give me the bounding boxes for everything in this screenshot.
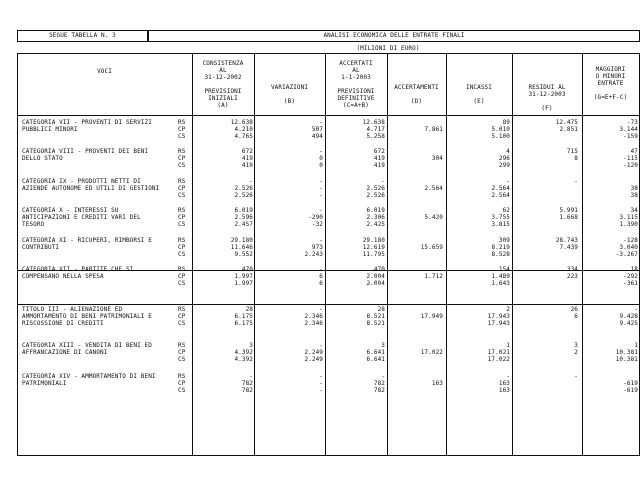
row-label: DELLO STATO — [22, 155, 63, 162]
cell-value: 8.521 — [366, 313, 385, 320]
row-code: CS — [178, 192, 186, 199]
cell-value: 1.489 — [491, 273, 510, 280]
cell-value: 163 — [498, 387, 510, 394]
cell-value: 7.861 — [424, 126, 443, 133]
cell-value: 296 — [498, 155, 510, 162]
cell-value: 5.010 — [491, 126, 510, 133]
cell-value: 6 — [574, 313, 578, 320]
header-line: AL — [352, 67, 360, 74]
cell-value: 11.646 — [230, 244, 253, 251]
cell-value: 715 — [566, 148, 578, 155]
unit-label: (MILIONI DI EURO) — [356, 45, 420, 52]
cell-value: 3.144 — [619, 126, 638, 133]
cell-value: -159 — [623, 133, 638, 140]
cell-value: 0 — [319, 155, 323, 162]
cell-value: 154 — [498, 266, 510, 273]
row-label: PUBBLICI MINORI — [22, 126, 78, 133]
cell-value: - — [319, 119, 323, 126]
cell-value: - — [319, 342, 323, 349]
cell-value: 8.219 — [491, 244, 510, 251]
cell-value: - — [319, 148, 323, 155]
cell-value: 334 — [566, 266, 578, 273]
cell-value: 1 — [506, 342, 510, 349]
header-line: ACCERTATI — [339, 60, 373, 67]
cell-value: 29.180 — [362, 237, 385, 244]
cell-value: 2.526 — [366, 192, 385, 199]
row-code: RS — [178, 237, 186, 244]
cell-value: 2.004 — [366, 273, 385, 280]
cell-value: - — [506, 178, 510, 185]
cell-value: 6.175 — [234, 313, 253, 320]
header-line — [512, 98, 582, 105]
cell-value: 1.997 — [234, 273, 253, 280]
cell-value: 299 — [498, 162, 510, 169]
cell-value: 6.641 — [366, 349, 385, 356]
cell-value: 4.392 — [234, 356, 253, 363]
cell-value: -128 — [623, 237, 638, 244]
row-code: RS — [178, 373, 186, 380]
cell-value: 470 — [373, 266, 385, 273]
cell-value: - — [319, 266, 323, 273]
cell-value: - — [574, 178, 578, 185]
cell-value: 5.258 — [366, 133, 385, 140]
cell-value: 419 — [241, 162, 253, 169]
header-line: RESIDUI AL — [528, 84, 566, 91]
cell-value: 163 — [431, 380, 443, 387]
cell-value: - — [319, 380, 323, 387]
cell-value: 9.428 — [619, 313, 638, 320]
cell-value: 17.021 — [487, 349, 510, 356]
cell-value: 2.526 — [366, 185, 385, 192]
header-line: AL — [219, 67, 227, 74]
cell-value: 4.765 — [234, 133, 253, 140]
cell-value: 8.528 — [491, 251, 510, 258]
cell-value: 782 — [373, 387, 385, 394]
cell-value: -32 — [311, 221, 323, 228]
cell-value: 2.526 — [234, 192, 253, 199]
cell-value: - — [319, 373, 323, 380]
table-bottom-rule — [17, 455, 640, 456]
cell-value: 1 — [634, 342, 638, 349]
cell-value: 1.390 — [619, 221, 638, 228]
cell-value: 3 — [381, 342, 385, 349]
cell-value: 2.526 — [234, 185, 253, 192]
row-label: CATEGORIA XIV - AMMORTAMENTO DI BENI — [22, 373, 156, 380]
cell-value: - — [319, 237, 323, 244]
cell-value: 3.040 — [619, 244, 638, 251]
cell-value: 38 — [630, 185, 638, 192]
report-title: ANALISI ECONOMICA DELLE ENTRATE FINALI — [323, 32, 465, 39]
header-line: 31-12-2002 — [204, 74, 242, 81]
cell-value: 494 — [311, 133, 323, 140]
table-top-rule — [17, 53, 640, 54]
row-code: RS — [178, 119, 186, 126]
cell-value: 5.100 — [491, 133, 510, 140]
row-code: CP — [178, 244, 186, 251]
row-label: COMPENSANO NELLA SPESA — [22, 273, 104, 280]
header-line: (G=E+F-C) — [593, 94, 628, 101]
header-line: (D) — [410, 98, 423, 105]
col-header-accertamenti — [387, 84, 446, 105]
cell-value: 2.346 — [304, 313, 323, 320]
row-code: CS — [178, 320, 186, 327]
row-label: TITOLO III - ALIENAZIONE ED — [22, 306, 123, 313]
cell-value: 672 — [241, 148, 253, 155]
cell-value: 28 — [245, 306, 253, 313]
cell-value: 1.997 — [234, 280, 253, 287]
row-code: RS — [178, 266, 186, 273]
header-line: (E) — [473, 98, 485, 105]
header-line: INIZIALI — [208, 95, 238, 102]
cell-value: 419 — [373, 162, 385, 169]
cell-value: 8.521 — [366, 320, 385, 327]
col-header-voci: VOCI — [97, 68, 112, 75]
cell-value: 34 — [630, 207, 638, 214]
cell-value: 4.392 — [234, 349, 253, 356]
row-code: CP — [178, 214, 186, 221]
row-code: RS — [178, 148, 186, 155]
cell-value: - — [319, 185, 323, 192]
cell-value: 672 — [373, 148, 385, 155]
header-line — [254, 91, 325, 98]
row-code: CP — [178, 126, 186, 133]
header-line: VARIAZIONI — [270, 84, 309, 91]
row-code: CS — [178, 251, 186, 258]
cell-value: 2.564 — [491, 185, 510, 192]
cell-value: - — [381, 178, 385, 185]
cell-value: 38 — [630, 192, 638, 199]
cell-value: - — [319, 207, 323, 214]
cell-value: 2.004 — [366, 280, 385, 287]
row-label: CONTRIBUTI — [22, 244, 60, 251]
cell-value: 12.638 — [362, 119, 385, 126]
cell-value: 4.210 — [234, 126, 253, 133]
cell-value: 2 — [574, 349, 578, 356]
cell-value: 6.175 — [234, 320, 253, 327]
cell-value: - — [319, 306, 323, 313]
cell-value: 223 — [566, 273, 578, 280]
row-code: CP — [178, 155, 186, 162]
row-code: CP — [178, 349, 186, 356]
cell-value: 2.249 — [304, 356, 323, 363]
col-rule — [387, 53, 388, 455]
cell-value: 3 — [574, 342, 578, 349]
cell-value: 6.641 — [366, 356, 385, 363]
cell-value: 8 — [574, 155, 578, 162]
segue-label: SEGUE TABELLA N. 3 — [49, 32, 116, 39]
cell-value: 26 — [570, 306, 578, 313]
cell-value: -73 — [626, 119, 638, 126]
cell-value: 15.659 — [420, 244, 443, 251]
row-code: CS — [178, 162, 186, 169]
cell-value: - — [634, 306, 638, 313]
section-divider-2 — [17, 304, 640, 305]
cell-value: 1.668 — [559, 214, 578, 221]
row-label: CATEGORIA X - INTERESSI SU — [22, 207, 119, 214]
row-code: RS — [178, 207, 186, 214]
cell-value: - — [574, 373, 578, 380]
cell-value: 2 — [506, 306, 510, 313]
cell-value: 5.420 — [424, 214, 443, 221]
cell-value: - — [319, 192, 323, 199]
cell-value: 3.755 — [491, 214, 510, 221]
header-line: ACCERTAMENTI — [394, 84, 439, 91]
header-line: (F) — [541, 105, 553, 112]
row-code: CP — [178, 313, 186, 320]
cell-value: 2.243 — [304, 251, 323, 258]
cell-value: 17.022 — [487, 356, 510, 363]
row-label: CATEGORIA XII - PARTITE CHE SI — [22, 266, 134, 273]
header-line — [446, 91, 512, 98]
row-code: CS — [178, 280, 186, 287]
cell-value: 2.564 — [424, 185, 443, 192]
cell-value: 973 — [311, 244, 323, 251]
col-header-accertati — [325, 60, 387, 109]
cell-value: 2.425 — [366, 221, 385, 228]
header-line — [192, 81, 254, 88]
cell-value: 782 — [373, 380, 385, 387]
row-code: RS — [178, 306, 186, 313]
cell-value: - — [506, 373, 510, 380]
cell-value: 3.115 — [619, 214, 638, 221]
cell-value: 6.019 — [234, 207, 253, 214]
col-header-residui — [512, 84, 582, 112]
header-line: MAGGIORI — [595, 66, 626, 73]
cell-value: - — [249, 373, 253, 380]
cell-value: 28 — [377, 306, 385, 313]
cell-value: 89 — [502, 119, 510, 126]
cell-value: 18 — [630, 266, 638, 273]
header-line: DEFINITIVE — [337, 95, 375, 102]
cell-value: -619 — [623, 387, 638, 394]
cell-value: -292 — [623, 273, 638, 280]
col-rule — [512, 53, 513, 455]
cell-value: 2.249 — [304, 349, 323, 356]
header-line: O MINORI — [595, 73, 626, 80]
row-label: CATEGORIA XI - RICUPERI, RIMBORSI E — [22, 237, 152, 244]
cell-value: 1.643 — [491, 280, 510, 287]
header-line — [387, 91, 446, 98]
row-label: CATEGORIA VIII - PROVENTI DEI BENI — [22, 148, 149, 155]
row-code: CP — [178, 185, 186, 192]
col-rule — [446, 53, 447, 455]
cell-value: -290 — [308, 214, 323, 221]
header-line: (A) — [217, 102, 229, 109]
row-code: CS — [178, 133, 186, 140]
cell-value: 47 — [630, 148, 638, 155]
header-line: (C=A+B) — [343, 102, 369, 109]
row-label: AZIENDE AUTONOME ED UTILI DI GESTIONI — [22, 185, 160, 192]
row-label: CATEGORIA VII - PROVENTI DI SERVIZI — [22, 119, 152, 126]
cell-value: - — [249, 178, 253, 185]
cell-value: -361 — [623, 280, 638, 287]
header-bottom-rule — [17, 115, 640, 116]
col-header-maggiori — [582, 66, 639, 101]
cell-value: 1.712 — [424, 273, 443, 280]
col-rule — [639, 53, 640, 455]
header-line: ENTRATE — [597, 80, 624, 87]
cell-value: 2.306 — [366, 214, 385, 221]
col-header-consistenza — [192, 60, 254, 109]
cell-value: 782 — [241, 380, 253, 387]
col-header-incassi — [446, 84, 512, 105]
cell-value: 2.851 — [559, 126, 578, 133]
cell-value: 6.019 — [366, 207, 385, 214]
row-code: RS — [178, 342, 186, 349]
cell-value: -115 — [623, 155, 638, 162]
row-code: CS — [178, 387, 186, 394]
header-line — [582, 87, 639, 94]
col-header-variazioni — [254, 84, 325, 105]
cell-value: 419 — [241, 155, 253, 162]
header-line: CONSISTENZA — [202, 60, 244, 67]
row-label: ANTICIPAZIONI E CREDITI VARI DEL — [22, 214, 141, 221]
row-code: CS — [178, 221, 186, 228]
col-rule — [254, 53, 255, 455]
cell-value: 2.457 — [234, 221, 253, 228]
cell-value: - — [381, 373, 385, 380]
cell-value: 29.180 — [230, 237, 253, 244]
row-label: CATEGORIA XIII - VENDITA DI BENI ED — [22, 342, 152, 349]
cell-value: 6 — [319, 273, 323, 280]
cell-value: 3 — [249, 342, 253, 349]
cell-value: 2.596 — [234, 214, 253, 221]
header-line: INCASSI — [466, 84, 492, 91]
row-code: RS — [178, 178, 186, 185]
cell-value: 7.439 — [559, 244, 578, 251]
cell-value: 304 — [431, 155, 443, 162]
header-line: PREVISIONI — [337, 88, 375, 95]
cell-value: 28.743 — [555, 237, 578, 244]
cell-value: 9.552 — [234, 251, 253, 258]
cell-value: 11.795 — [362, 251, 385, 258]
row-code: CS — [178, 356, 186, 363]
cell-value: 10.381 — [615, 349, 638, 356]
row-code: CP — [178, 380, 186, 387]
cell-value: 4.717 — [366, 126, 385, 133]
header-line: 31-12-2003 — [528, 91, 566, 98]
cell-value: 3.815 — [491, 221, 510, 228]
cell-value: 419 — [373, 155, 385, 162]
cell-value: 309 — [498, 237, 510, 244]
cell-value: 782 — [241, 387, 253, 394]
cell-value: 17.943 — [487, 313, 510, 320]
cell-value: 5.991 — [559, 207, 578, 214]
row-label: CATEGORIA IX - PRODOTTI NETTI DI — [22, 178, 141, 185]
cell-value: 0 — [319, 162, 323, 169]
header-line: (B) — [283, 98, 296, 105]
cell-value: 10.381 — [615, 356, 638, 363]
cell-value: -120 — [623, 162, 638, 169]
cell-value: 62 — [502, 207, 510, 214]
cell-value: - — [319, 178, 323, 185]
header-line: PREVISIONI — [204, 88, 242, 95]
cell-value: 12.475 — [555, 119, 578, 126]
cell-value: 17.943 — [487, 320, 510, 327]
cell-value: 507 — [311, 126, 323, 133]
row-label: AFFRANCAZIONE DI CANONI — [22, 349, 108, 356]
header-line — [325, 81, 387, 88]
row-code: CP — [178, 273, 186, 280]
cell-value: 2.346 — [304, 320, 323, 327]
row-label: AMMORTAMENTO DI BENI PATRIMONIALI E — [22, 313, 152, 320]
cell-value: 12.638 — [230, 119, 253, 126]
cell-value: 163 — [498, 380, 510, 387]
row-label: PATRIMONIALI — [22, 380, 67, 387]
header-line: 1-1-2003 — [341, 74, 371, 81]
cell-value: 12.619 — [362, 244, 385, 251]
cell-value: 4 — [506, 148, 510, 155]
cell-value: 470 — [241, 266, 253, 273]
cell-value: - — [319, 387, 323, 394]
cell-value: -619 — [623, 380, 638, 387]
cell-value: 6 — [319, 280, 323, 287]
cell-value: 17.022 — [420, 349, 443, 356]
row-label: TESORO — [22, 221, 45, 228]
col-rule — [17, 53, 18, 455]
cell-value: 17.949 — [420, 313, 443, 320]
cell-value: 9.425 — [619, 320, 638, 327]
cell-value: -3.267 — [615, 251, 638, 258]
row-label: RISCOSSIONE DI CREDITI — [22, 320, 104, 327]
cell-value: 2.564 — [491, 192, 510, 199]
